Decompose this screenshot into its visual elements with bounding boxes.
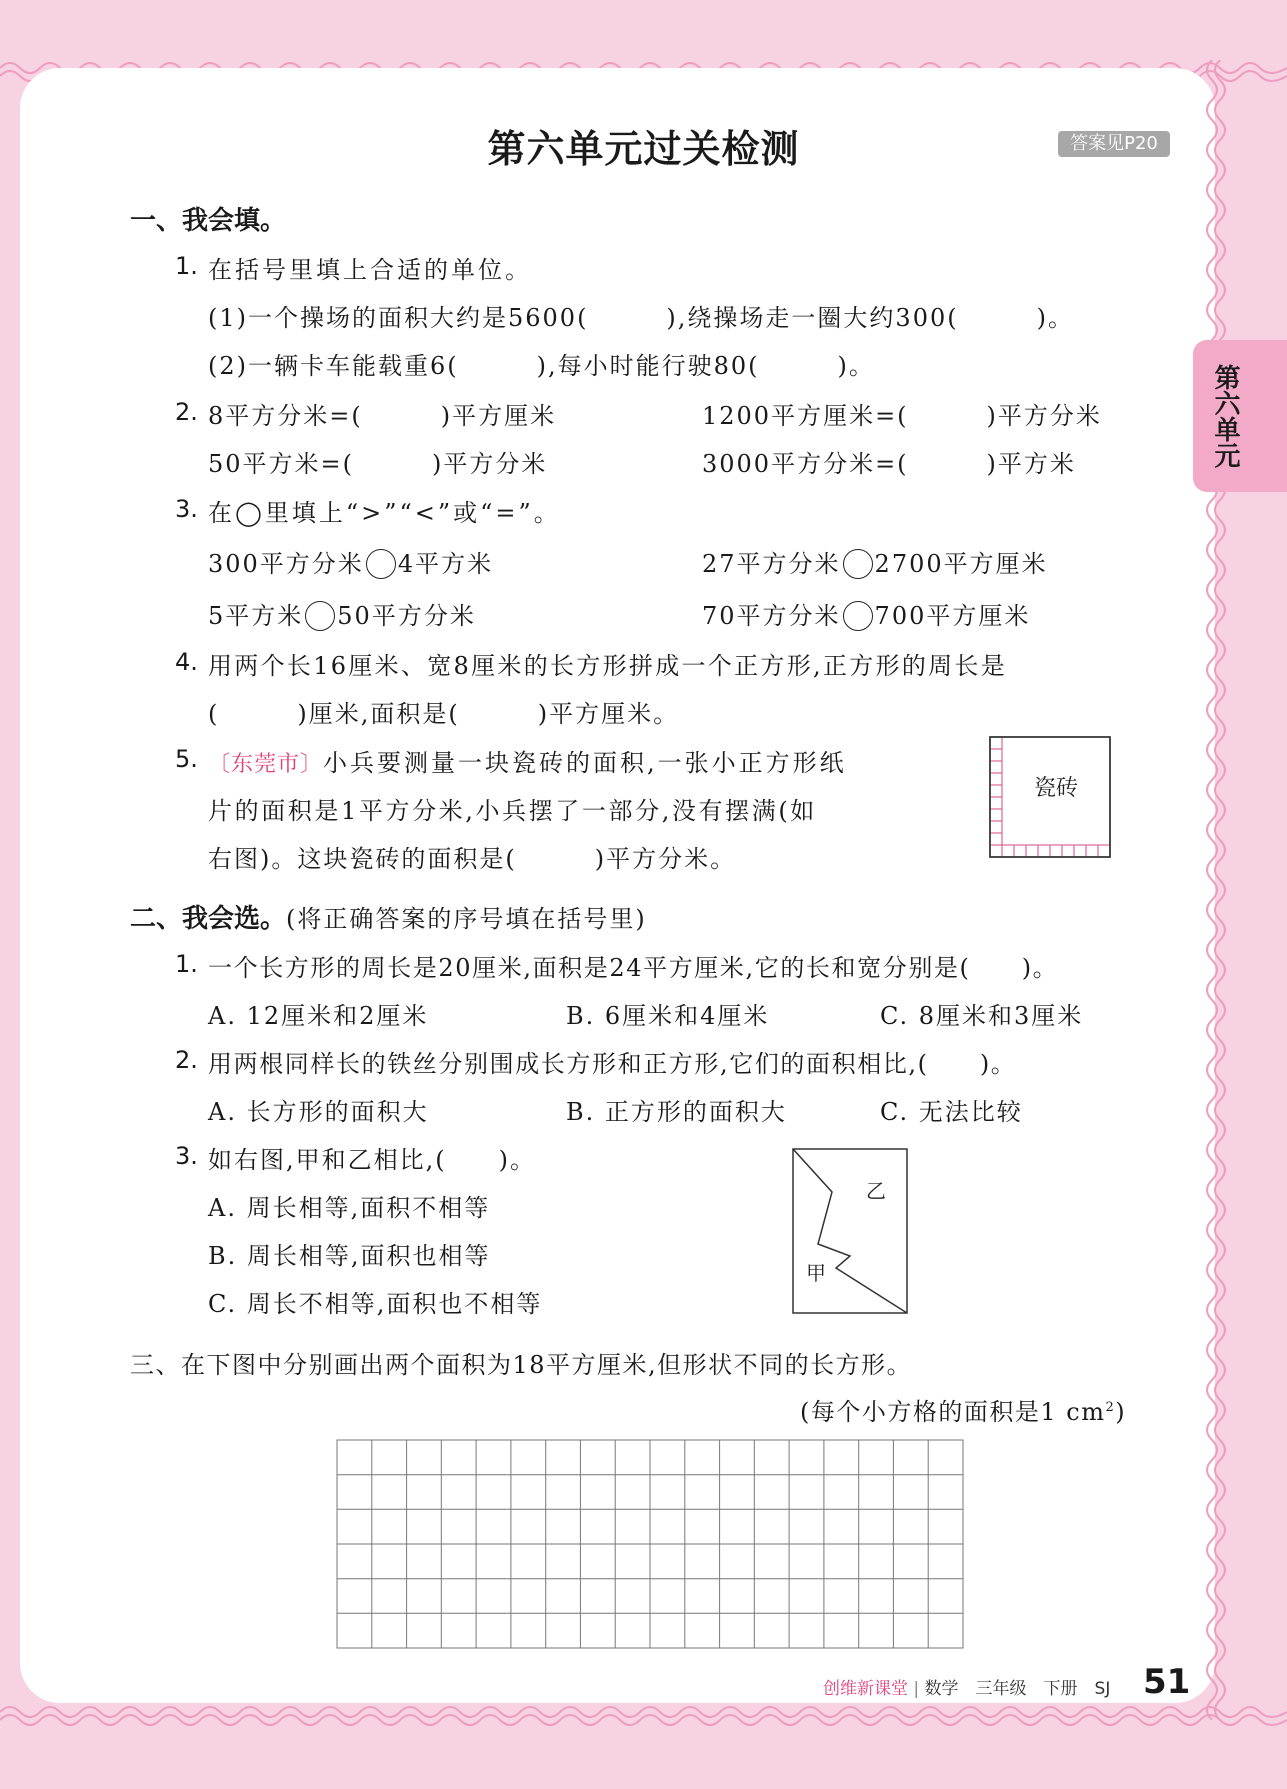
s1-q5-line3: 右图)。这块瓷砖的面积是( )平方分米。: [208, 845, 737, 873]
jia-yi-figure: [790, 1146, 910, 1316]
tile-figure: [988, 735, 1112, 859]
compare-a-left: 300平方分米: [208, 550, 364, 578]
s1-q3-row-d: [702, 596, 1030, 633]
s2-q2-number: 2.: [175, 1046, 198, 1074]
s2-q3-option-b[interactable]: B. 周长相等,面积也相等: [208, 1242, 491, 1270]
tile-label: 瓷砖: [1034, 776, 1079, 801]
s1-q4-line1: 用两个长16厘米、宽8厘米的长方形拼成一个正方形,正方形的周长是: [208, 652, 1008, 680]
s2-q1-number: 1.: [175, 950, 198, 978]
section1-heading: 一、我会填。: [130, 206, 287, 236]
s1-q2-b: 1200平方厘米=( )平方分米: [702, 402, 1102, 430]
page-title: 第六单元过关检测: [487, 127, 800, 171]
s2-q3-option-c[interactable]: C. 周长不相等,面积也不相等: [208, 1290, 543, 1318]
s1-q4-line2: ( )厘米,面积是( )平方厘米。: [208, 700, 680, 728]
section2-heading-row: [130, 898, 647, 935]
s1-q5-line2: 片的面积是1平方分米,小兵摆了一部分,没有摆满(如: [208, 797, 817, 825]
footer-info-row: 创维新课堂 | 数学 三年级 下册 SJ: [823, 1679, 1111, 1699]
s1-q2-number: 2.: [175, 398, 198, 426]
s2-q3-text: 如右图,甲和乙相比,( )。: [208, 1146, 536, 1174]
section2-note: (将正确答案的序号填在括号里): [286, 905, 647, 933]
answer-reference-badge: 答案见P20: [1058, 131, 1170, 157]
s1-q2-d: 3000平方分米=( )平方米: [702, 450, 1076, 478]
s1-q1-text: 在括号里填上合适的单位。: [208, 256, 532, 284]
grid-note-superscript: 2: [1105, 1400, 1116, 1415]
s1-q2-a: 8平方分米=( )平方厘米: [208, 402, 557, 430]
grid-note: [800, 1392, 1126, 1427]
compare-d-left: 70平方分米: [702, 602, 841, 630]
s2-q2-text: 用两根同样长的铁丝分别围成长方形和正方形,它们的面积相比,( )。: [208, 1050, 1017, 1078]
s1-q3-text: 在◯里填上“>”“<”或“=”。: [208, 499, 561, 527]
s2-q3-option-a[interactable]: A. 周长相等,面积不相等: [208, 1194, 491, 1222]
s1-q5-line1: [208, 743, 847, 778]
unit-side-tab: [1193, 340, 1287, 492]
side-tab-label: 第六单元: [1210, 364, 1240, 468]
label-yi: 乙: [866, 1179, 886, 1203]
compare-circle-b[interactable]: [843, 549, 873, 579]
s1-q1-line2: (2)一辆卡车能载重6( ),每小时能行驶80( )。: [208, 352, 875, 380]
s1-q4-number: 4.: [175, 648, 198, 676]
s1-q1-number: 1.: [175, 252, 198, 280]
compare-b-left: 27平方分米: [702, 550, 841, 578]
s2-q1-option-a[interactable]: A. 12厘米和2厘米: [208, 1002, 429, 1030]
s2-q2-option-a[interactable]: A. 长方形的面积大: [208, 1098, 429, 1126]
right-wave-border: [1190, 60, 1240, 1720]
grid-note-close: ): [1115, 1398, 1127, 1426]
label-jia: 甲: [806, 1261, 826, 1285]
s2-q2-option-b[interactable]: B. 正方形的面积大: [566, 1098, 787, 1126]
compare-a-right: 4平方米: [397, 550, 494, 578]
s1-q3-row-b: [702, 544, 1048, 581]
compare-c-right: 50平方分米: [337, 602, 476, 630]
s1-q3-row-a: [208, 544, 493, 581]
compare-c-left: 5平方米: [208, 602, 304, 630]
region-tag: 〔东莞市〕: [208, 752, 324, 777]
s1-q3-number: 3.: [175, 495, 198, 523]
compare-circle-c[interactable]: [305, 601, 335, 631]
compare-circle-d[interactable]: [843, 601, 873, 631]
footer-book-info: 数学 三年级 下册 SJ: [924, 1679, 1111, 1699]
compare-d-right: 700平方厘米: [874, 602, 1031, 630]
compare-b-right: 2700平方厘米: [874, 550, 1048, 578]
s2-q3-number: 3.: [175, 1142, 198, 1170]
page-number: 51: [1143, 1662, 1191, 1702]
s1-q1-line1: (1)一个操场的面积大约是5600( ),绕操场走一圈大约300( )。: [208, 304, 1074, 332]
drawing-grid[interactable]: [336, 1439, 964, 1649]
section3-heading: [130, 1345, 912, 1380]
s1-q5-number: 5.: [175, 745, 198, 773]
s1-q5-line1-text: 小兵要测量一块瓷砖的面积,一张小正方形纸: [323, 749, 847, 777]
s1-q2-c: 50平方米=( )平方分米: [208, 450, 548, 478]
s2-q1-option-b[interactable]: B. 6厘米和4厘米: [566, 1002, 770, 1030]
s1-q3-row-c: [208, 596, 476, 633]
s2-q1-option-c[interactable]: C. 8厘米和3厘米: [880, 1002, 1084, 1030]
section2-heading: 二、我会选。: [130, 904, 287, 934]
footer-brand: 创维新课堂: [823, 1679, 908, 1699]
s2-q1-text: 一个长方形的周长是20厘米,面积是24平方厘米,它的长和宽分别是( )。: [208, 954, 1059, 982]
compare-circle-a[interactable]: [366, 549, 396, 579]
section3-heading-text: 三、在下图中分别画出两个面积为18平方厘米,但形状不同的长方形。: [130, 1351, 913, 1379]
s2-q2-option-c[interactable]: C. 无法比较: [880, 1098, 1023, 1126]
grid-note-text: (每个小方格的面积是1 cm: [800, 1398, 1106, 1426]
